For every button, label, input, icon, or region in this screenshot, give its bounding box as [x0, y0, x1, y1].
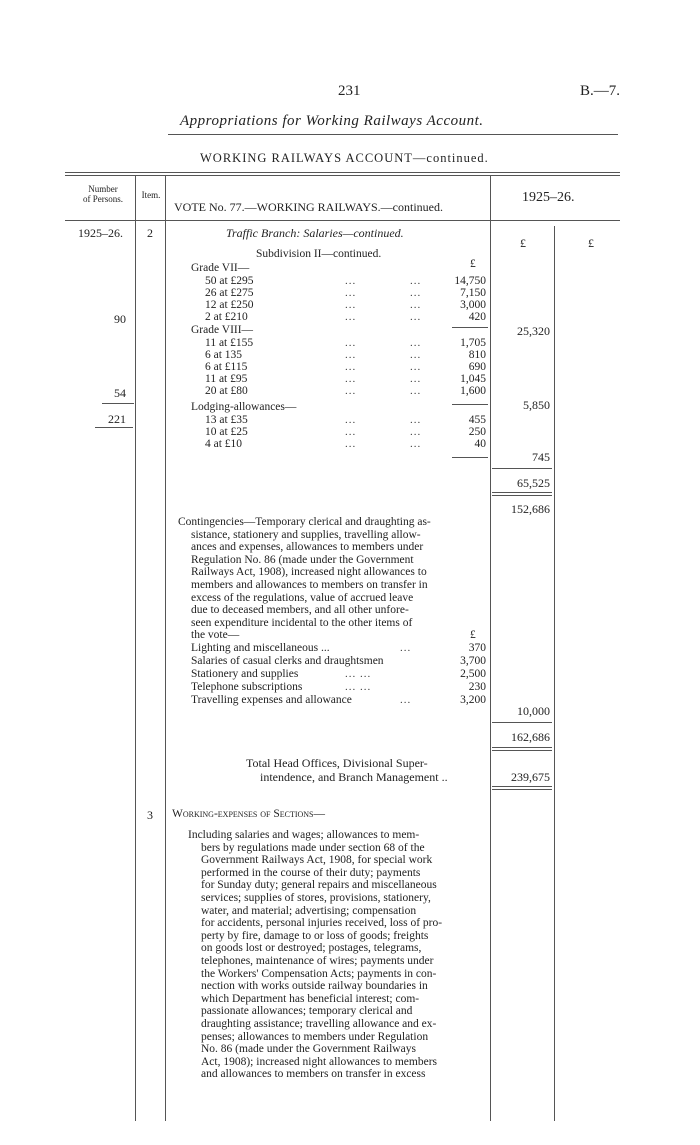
- subdivision-title: Subdivision II—continued.: [256, 248, 382, 260]
- leader-dots: ...: [410, 373, 422, 385]
- leader-dots: ...: [410, 287, 422, 299]
- grand-total-rule-double: [492, 789, 552, 790]
- branch-subtotal: 65,525: [517, 476, 550, 490]
- contingency-amount-2: 3,700: [460, 655, 486, 667]
- lodging-row-1: 13 at £35: [205, 414, 248, 426]
- leader-dots: ...: [345, 373, 357, 385]
- working-expenses-paragraph: Including salaries and wages; allowances to mem- bers by regulations made under section 68 of the Government Railways Act, 1908, for special work performed in the course of their duty; payments for Sunday duty; general repairs and miscellaneous services; supplies of stores, provisions, stationery, water, and material; advertising; compensation for accidents, personal injuries received, loss of pro- perty by fire, damage to or loss of goods; freights on goods lost or destroyed; postages, telegrams, telephones, maintenance of wires; payments under the Workers' Compensation Acts; payments in con- nection with works outside railway boundaries in which Department has beneficial interest; com- passionate allowances; temporary clerical and draughting assistance; travelling allowance and ex- penses; allowances to members under Regulation No. 86 (made under the Government Railways Act, 1908); increased night allowances to members and allowances to members on transfer in excess: [188, 829, 443, 1081]
- branch-title: Traffic Branch: Salaries—continued.: [226, 226, 404, 240]
- grand-total-label-line-2: intendence, and Branch Management ..: [260, 770, 448, 784]
- grade-vii-persons: 90: [114, 312, 126, 326]
- lodging-amount-1: 455: [468, 414, 486, 426]
- grade-vii-total: 25,320: [517, 324, 550, 338]
- grade-vii-row-4: 2 at £210: [205, 311, 248, 323]
- running-total-rule-double: [492, 750, 552, 751]
- lodging-row-3: 4 at £10: [205, 438, 243, 450]
- carried-amount: 152,686: [511, 502, 550, 516]
- grade-vii-row-2: 26 at £275: [205, 287, 254, 299]
- subtotal-rule-bottom: [492, 492, 552, 493]
- contingency-amount-5: 3,200: [460, 694, 486, 706]
- leader-dots: ...: [345, 349, 357, 361]
- amount-column-divider: [490, 176, 491, 1121]
- leader-dots: ...: [345, 385, 357, 397]
- leader-dots: ...: [345, 311, 357, 323]
- grade-viii-amount-3: 690: [468, 361, 486, 373]
- leader-dots: ...: [410, 275, 422, 287]
- leader-dots: ...: [345, 287, 357, 299]
- lodging-amount-2: 250: [468, 426, 486, 438]
- leader-dots: ...: [345, 299, 357, 311]
- amount-subcolumn-divider: [554, 226, 555, 1121]
- leader-dots: ...: [345, 438, 357, 450]
- leader-dots: ...: [410, 426, 422, 438]
- subtotal-rule: [492, 468, 552, 469]
- item-3-heading: Working-expenses of Sections—: [172, 808, 326, 820]
- header-number-of-persons: Number of Persons.: [83, 184, 123, 204]
- table-top-rule-2: [65, 175, 620, 176]
- grade-vii-amount-1: 14,750: [454, 275, 486, 287]
- grade-vii-row-3: 12 at £250: [205, 299, 254, 311]
- contingencies-paragraph: Contingencies—Temporary clerical and draughting as- sistance, stationery and supplies, travelling allow- ances and expenses, allowances to members under Regulation No. 86 (made under the Government Railways Act, 1908), increased night allowances to members and allowances to members on transfer in excess of the regulations, value of accrued leave due to deceased members, and all other unfore- seen expenditure incidental to the other items of the vote—: [178, 516, 431, 642]
- persons-total-rule: [95, 427, 133, 428]
- grade-vii-sum-rule: [452, 327, 488, 328]
- running-total: 162,686: [511, 730, 550, 744]
- header-item: Item.: [141, 190, 161, 200]
- grand-total-amount: 239,675: [511, 770, 550, 784]
- grade-viii-amount-2: 810: [468, 349, 486, 361]
- leader-dots: ...: [345, 337, 357, 349]
- leader-dots: ...: [410, 311, 422, 323]
- running-title: Appropriations for Working Railways Account.: [180, 113, 484, 129]
- grade-viii-row-4: 11 at £95: [205, 373, 248, 385]
- contingencies-pound-sign: £: [470, 629, 476, 641]
- leader-dots: ...: [410, 385, 422, 397]
- leader-dots: ...: [410, 414, 422, 426]
- contingency-item-4: Telephone subscriptions: [191, 681, 303, 693]
- grade-viii-row-1: 11 at £155: [205, 337, 254, 349]
- leader-dots: ...: [410, 337, 422, 349]
- persons-sum-rule: [102, 403, 134, 404]
- grand-total-label-line-1: Total Head Offices, Divisional Super-: [246, 756, 428, 770]
- grade-vii-amount-4: 420: [468, 311, 486, 323]
- contingency-amount-4: 230: [468, 681, 486, 693]
- lodging-amount-3: 40: [474, 438, 486, 450]
- grade-viii-label: Grade VIII—: [191, 324, 254, 336]
- leader-dots: ... ...: [345, 681, 372, 693]
- title-rule: [168, 134, 618, 135]
- contingency-item-2: Salaries of casual clerks and draughtsmen: [191, 655, 384, 667]
- contingencies-rule: [492, 722, 552, 723]
- currency-column-b: £: [588, 236, 594, 250]
- lodging-total: 745: [532, 450, 550, 464]
- header-year: 1925–26.: [522, 190, 575, 205]
- leader-dots: ...: [410, 438, 422, 450]
- page-number: 231: [338, 83, 361, 99]
- pound-sign: £: [470, 258, 476, 270]
- grand-total-rule: [492, 786, 552, 787]
- contingency-amount-3: 2,500: [460, 668, 486, 680]
- grade-vii-label: Grade VII—: [191, 262, 250, 274]
- leader-dots: ...: [400, 694, 412, 706]
- contingency-amount-1: 370: [468, 642, 486, 654]
- leader-dots: ...: [400, 642, 412, 654]
- grade-viii-total: 5,850: [523, 398, 550, 412]
- item-number-2: 2: [147, 226, 153, 240]
- persons-column-divider: [135, 176, 136, 1121]
- item-column-divider: [165, 176, 166, 1121]
- leader-dots: ...: [345, 275, 357, 287]
- contingency-item-3: Stationery and supplies: [191, 668, 299, 680]
- lodging-label: Lodging-allowances—: [191, 401, 297, 413]
- leader-dots: ...: [410, 361, 422, 373]
- grade-viii-amount-5: 1,600: [460, 385, 486, 397]
- grade-viii-amount-1: 1,705: [460, 337, 486, 349]
- lodging-sum-rule: [452, 457, 488, 458]
- table-top-rule: [65, 172, 620, 173]
- contingency-item-5: Travelling expenses and allowance: [191, 694, 352, 706]
- currency-column-a: £: [520, 236, 526, 250]
- item-number-3: 3: [147, 808, 153, 822]
- vote-title: VOTE No. 77.—WORKING RAILWAYS.—continued.: [174, 200, 443, 214]
- section-title: WORKING RAILWAYS ACCOUNT—continued.: [200, 151, 489, 165]
- leader-dots: ...: [345, 426, 357, 438]
- leader-dots: ...: [345, 361, 357, 373]
- contingencies-total: 10,000: [517, 704, 550, 718]
- leader-dots: ...: [345, 414, 357, 426]
- grade-vii-amount-3: 3,000: [460, 299, 486, 311]
- lodging-row-2: 10 at £25: [205, 426, 248, 438]
- subtotal-rule-double: [492, 495, 552, 496]
- grade-vii-amount-2: 7,150: [460, 287, 486, 299]
- grade-viii-row-2: 6 at 135: [205, 349, 243, 361]
- leader-dots: ...: [410, 299, 422, 311]
- grade-viii-persons: 54: [114, 386, 126, 400]
- running-total-rule: [492, 747, 552, 748]
- leader-dots: ... ...: [345, 668, 372, 680]
- grade-viii-row-3: 6 at £115: [205, 361, 248, 373]
- leader-dots: ...: [410, 349, 422, 361]
- grade-vii-row-1: 50 at £295: [205, 275, 254, 287]
- header-bottom-rule: [65, 220, 620, 221]
- grade-viii-amount-4: 1,045: [460, 373, 486, 385]
- block-year: 1925–26.: [78, 226, 123, 240]
- contingency-item-1: Lighting and miscellaneous ...: [191, 642, 330, 654]
- grade-viii-sum-rule: [452, 404, 488, 405]
- grade-viii-row-5: 20 at £80: [205, 385, 248, 397]
- document-code: B.—7.: [580, 83, 621, 99]
- persons-total: 221: [108, 412, 126, 426]
